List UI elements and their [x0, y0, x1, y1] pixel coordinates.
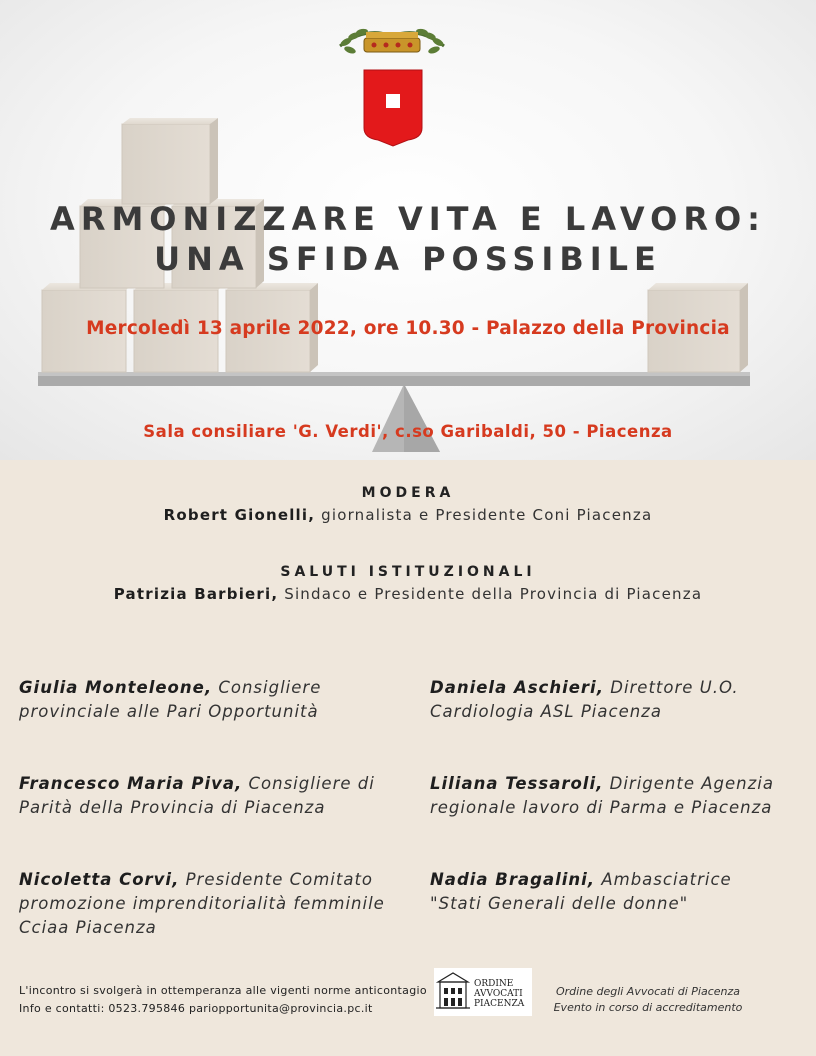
event-title-line1: ARMONIZZARE VITA E LAVORO:: [50, 200, 766, 238]
footer-accreditation: Evento in corso di accreditamento: [553, 1001, 743, 1014]
footer-contacts: Info e contatti: 0523.795846 pariopportunita@provincia.pc.it: [19, 1002, 373, 1015]
header-section: [0, 0, 816, 460]
speaker-role: Ambasciatrice: [601, 870, 732, 889]
greetings-heading: SALUTI ISTITUZIONALI: [280, 564, 536, 580]
speaker-name: Daniela Aschieri,: [430, 678, 604, 697]
event-venue: Sala consiliare 'G. Verdi', c.so Garibaldi, 50 - Piacenza: [143, 422, 673, 441]
moderator-role: giornalista e Presidente Coni Piacenza: [321, 506, 653, 524]
speaker-role: Consigliere: [218, 678, 322, 697]
speaker-name: Nadia Bragalini,: [430, 870, 596, 889]
greetings-name: Patrizia Barbieri,: [113, 585, 279, 603]
moderator-heading: MODERA: [361, 485, 455, 501]
speaker-role: Cciaa Piacenza: [19, 918, 157, 937]
footer-org-name: Ordine degli Avvocati di Piacenza: [556, 985, 740, 998]
speaker-name: Liliana Tessaroli,: [430, 774, 604, 793]
moderator-line: [0, 506, 816, 524]
speaker-role: provinciale alle Pari Opportunità: [19, 702, 319, 721]
speaker-name: Nicoletta Corvi,: [19, 870, 180, 889]
logo-text-3: PIACENZA: [474, 999, 525, 1009]
province-crest-icon: [336, 16, 448, 148]
speaker-role: promozione imprenditorialità femminile: [19, 894, 385, 913]
footer-note: L'incontro si svolgerà in ottemperanza alle vigenti norme anticontagio: [19, 984, 427, 997]
speaker-role: Consigliere di: [248, 774, 375, 793]
speaker-3: [19, 772, 375, 820]
speaker-role: Presidente Comitato: [185, 870, 374, 889]
speaker-role: Cardiologia ASL Piacenza: [430, 702, 662, 721]
footer-info: [19, 982, 427, 1018]
logo-text-2: AVVOCATI: [474, 989, 523, 999]
speaker-role: Parità della Provincia di Piacenza: [19, 798, 326, 817]
greetings-line: [0, 585, 816, 603]
logo-text-1: ORDINE: [474, 979, 514, 989]
greetings-role: Sindaco e Presidente della Provincia di Piacenza: [284, 585, 703, 603]
event-title-line2: UNA SFIDA POSSIBILE: [154, 240, 662, 278]
speaker-1: [19, 676, 321, 724]
speaker-role: Direttore U.O.: [610, 678, 739, 697]
moderator-name: Robert Gionelli,: [163, 506, 316, 524]
event-date: Mercoledì 13 aprile 2022, ore 10.30 - Palazzo della Provincia: [86, 318, 730, 339]
speaker-4: [430, 772, 774, 820]
speaker-role: Dirigente Agenzia: [609, 774, 774, 793]
speaker-6: [430, 868, 732, 916]
speaker-role: "Stati Generali delle donne": [430, 894, 689, 913]
speaker-role: regionale lavoro di Parma e Piacenza: [430, 798, 773, 817]
speaker-name: Giulia Monteleone,: [19, 678, 213, 697]
footer-organization: [548, 984, 748, 1016]
speaker-2: [430, 676, 739, 724]
speaker-5: [19, 868, 385, 940]
speaker-name: Francesco Maria Piva,: [19, 774, 243, 793]
ordine-avvocati-logo-icon: [434, 968, 532, 1016]
